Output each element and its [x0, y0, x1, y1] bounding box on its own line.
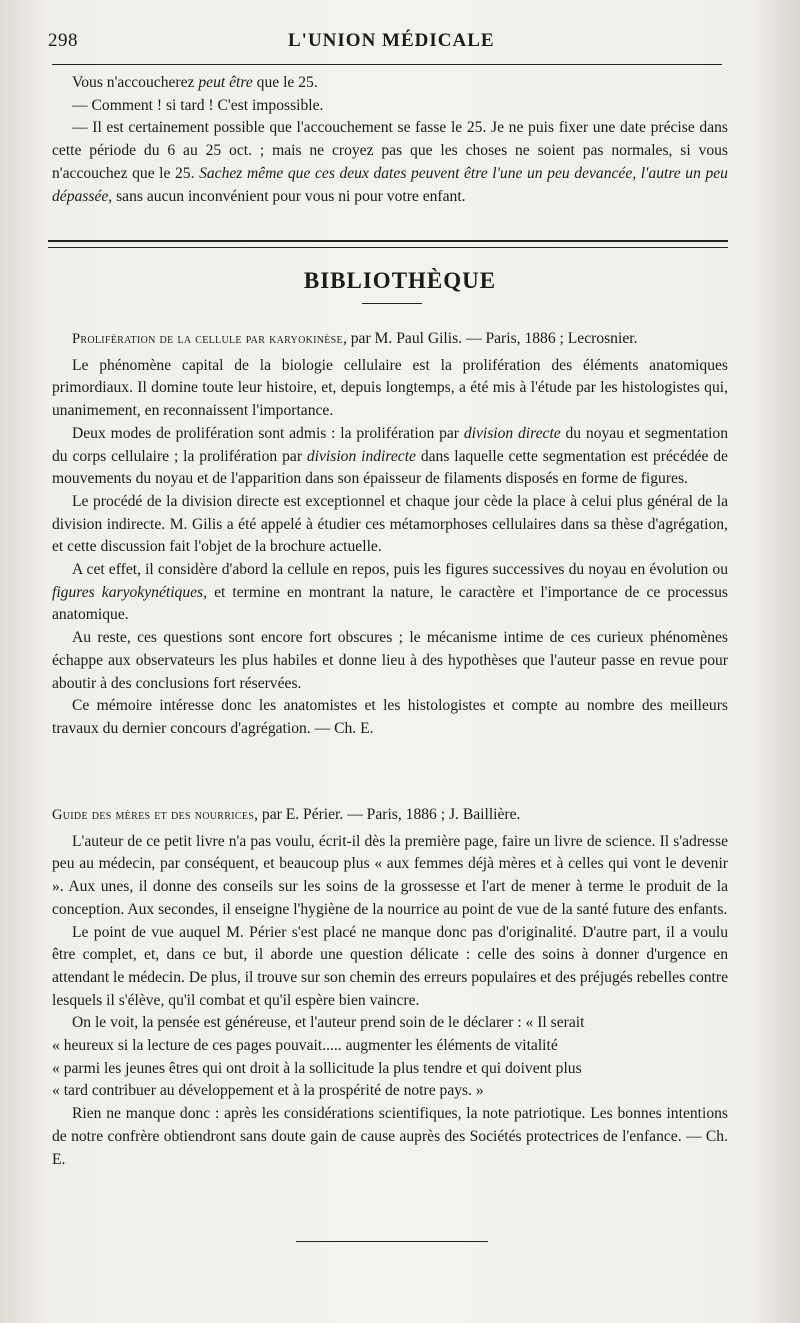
header-rule — [52, 64, 722, 65]
dialogue-line: — Comment ! si tard ! C'est impossible. — [72, 96, 324, 114]
review-1-paragraph: Au reste, ces questions sont encore fort obscures ; le mécanisme intime de ces curieux phénomènes échappe aux observateurs les plus habiles et donne lieu à des hypothèses que l'auteur passe en revue pour aboutir à des conclusions fort réservées. — [52, 629, 728, 692]
dialogue-line: Vous n'accoucherez peut être que le 25. — [72, 74, 318, 91]
review-1-paragraph: A cet effet, il considère d'abord la cellule en repos, puis les figures successives du noyau en évolution ou figures karyokynétiques, et termine en montrant la nature, le caractère et l'importance de ce processus anatomique. — [52, 561, 728, 624]
page-header — [48, 30, 728, 60]
review-1-paragraph: Deux modes de prolifération sont admis : la prolifération par division directe du noyau et segmentation du corps cellulaire ; la prolifération par division indirecte dans laquelle cette segmentation est précédée de mouvements du noyau et de l'apparition dans son épaisseur de filaments disposés en forme de figures. — [52, 424, 728, 488]
review-2-paragraph: L'auteur de ce petit livre n'a pas voulu, écrit-il dès la première page, faire un livre de science. Il s'adresse peu au médecin, par conséquent, et beaucoup plus « aux femmes déjà mères et à celles qui vont le devenir ». Aux unes, il donne des conseils sur les soins de la grossesse et l'art de mener à terme le produit de la conception. Aux secondes, il enseigne l'hygiène de la nourrice au point de vue de la santé future des enfants. — [52, 832, 728, 918]
title-rule — [362, 303, 422, 304]
review-2-quote-line: « tard contribuer au développement et à la prospérité de notre pays. » — [52, 1082, 484, 1100]
review-1-paragraph: Le procédé de la division directe est exceptionnel et chaque jour cède la place à celui plus général de la division indirecte. M. Gilis a été appelé à étudier ces métamorphoses cellulaires dans sa thèse d'agrégation, et cette discussion fait l'objet de la brochure actuelle. — [52, 492, 728, 556]
review-2-paragraph: Rien ne manque donc : après les considérations scientifiques, la note patriotique. Les bonnes intentions de notre confrère obtiendront sans doute gain de cause auprès des Sociétés protectrices de l'enfance. — Ch. E. — [52, 1105, 728, 1168]
review-2-heading: Guide des mères et des nourrices, par E. Périer. — Paris, 1886 ; J. Baillière. — [52, 806, 521, 823]
footer-rule — [296, 1241, 488, 1242]
page-number: 298 — [48, 30, 78, 51]
review-2 — [52, 804, 728, 1171]
review-1-heading: Prolifération de la cellule par karyokinèse, par M. Paul Gilis. — Paris, 1886 ; Lecrosnier. — [72, 330, 638, 347]
dialogue-block — [52, 72, 728, 208]
review-1-paragraph: Ce mémoire intéresse donc les anatomistes et les histologistes et compte au nombre des meilleurs travaux du dernier concours d'agrégation. — Ch. E. — [52, 697, 728, 737]
section-title: BIBLIOTHÈQUE — [303, 268, 497, 293]
review-2-paragraph: Le point de vue auquel M. Périer s'est placé ne manque donc pas d'originalité. D'autre part, il a voulu être complet, et, dans ce but, il aborde une question délicate : celle des soins à donner d'urgence en attendant le médecin. De plus, il trouve sur son chemin des erreurs populaires et des préjugés rebelles contre lesquels il s'élève, qu'il combat et qu'il espère bien vaincre. — [52, 923, 728, 1009]
review-2-quote-line: « heureux si la lecture de ces pages pouvait..... augmenter les éléments de vitalité — [52, 1037, 558, 1055]
running-title: L'UNION MÉDICALE — [288, 30, 495, 51]
review-2-quote-line: « parmi les jeunes êtres qui ont droit à la sollicitude la plus tendre et qui doivent plus — [52, 1059, 582, 1077]
section-divider — [48, 240, 728, 248]
review-2-paragraph: On le voit, la pensée est généreuse, et l'auteur prend soin de le déclarer : « Il serait — [72, 1014, 585, 1032]
review-1-paragraph: Le phénomène capital de la biologie cellulaire est la prolifération des éléments anatomiques primordiaux. Il domine toute leur histoire, et, depuis longtemps, a été mis à l'étude par les histologistes qui, unanimement, en reconnaissent l'importance. — [52, 356, 728, 420]
dialogue-line: — Il est certainement possible que l'accouchement se fasse le 25. Je ne puis fixer une date précise dans cette période du 6 au 25 oct. ; mais ne croyez pas que les choses ne soient pas normales, si vous n'accouchez que le 25. Sachez même que ces deux dates peuvent être l'une un peu devancée, l'autre un peu dépassée, sans aucun inconvénient pour vous ni pour votre enfant. — [52, 119, 728, 205]
review-1 — [52, 328, 728, 741]
